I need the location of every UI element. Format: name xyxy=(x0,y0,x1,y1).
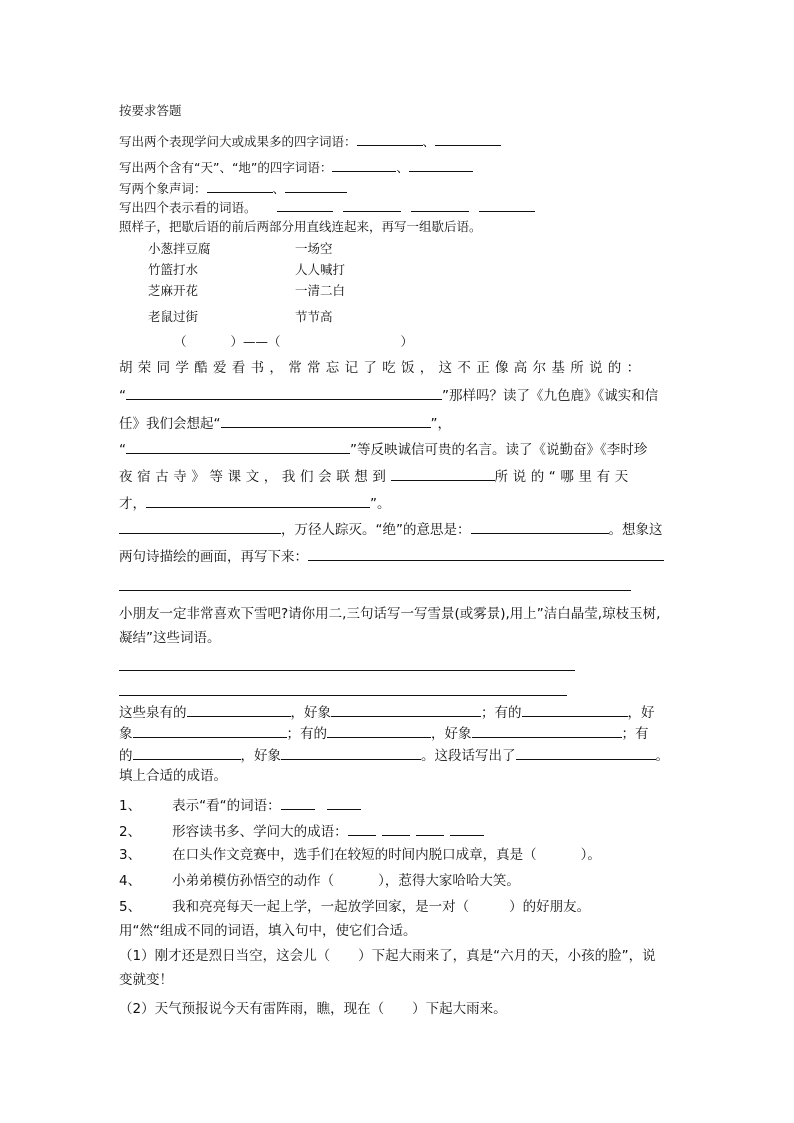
ran-sentence-2: （2）天气预报说今天有雷阵雨，瞧，现在（ ）下起大雨来。 xyxy=(119,1001,507,1017)
jue-meaning-blank[interactable] xyxy=(471,522,609,534)
idiom-item-3: 3、 在口头作文竞赛中，选手们在较短的时间内脱口成章，真是（ ）。 xyxy=(119,847,601,863)
xiehouyu-left-2[interactable]: 竹篮打水 xyxy=(148,262,199,277)
answer-blank[interactable] xyxy=(332,160,396,172)
question-four-char-knowledge xyxy=(119,134,501,149)
honesty-quote-blank-2[interactable] xyxy=(126,442,350,454)
paragraph-reading-line-1: 胡荣同学酷爱看书，常常忘记了吃饭，这不正像高尔基所说的： xyxy=(119,360,646,376)
answer-blank[interactable] xyxy=(343,200,401,212)
paragraph-reading-line-3: 任》我们会想起“ ”， xyxy=(119,416,451,432)
answer-blank[interactable] xyxy=(327,726,431,738)
paragraph-reading-line-6: 才， ”。 xyxy=(119,496,391,512)
honesty-quote-blank[interactable] xyxy=(221,416,431,428)
answer-blank[interactable] xyxy=(207,181,273,193)
snow-answer-line-1[interactable] xyxy=(119,670,575,671)
idioms-title: 填上合适的成语。 xyxy=(119,768,227,784)
xiehouyu-right-4[interactable]: 节节高 xyxy=(295,309,333,324)
poem-scene-answer-line[interactable] xyxy=(119,590,631,591)
poem-line-2: 两句诗描绘的画面，再写下来： xyxy=(119,549,664,565)
answer-blank[interactable] xyxy=(285,181,347,193)
separator: 、 xyxy=(272,181,286,196)
xiehouyu-right-3[interactable]: 一清二白 xyxy=(295,283,346,298)
snow-answer-line-2[interactable] xyxy=(119,695,567,696)
answer-blank[interactable] xyxy=(522,705,628,717)
poem-line-1: ，万径人踪灭。“绝”的意思是： 。想象这 xyxy=(119,522,663,538)
xiehouyu-right-2[interactable]: 人人喊打 xyxy=(295,262,346,277)
xiehouyu-right-1[interactable]: 一场空 xyxy=(295,241,333,256)
answer-blank[interactable] xyxy=(327,798,361,810)
answer-blank[interactable] xyxy=(348,824,376,836)
separator: 、 xyxy=(396,160,409,175)
ran-sentence-1: （1）刚才还是烈日当空，这会儿（ ）下起大雨来了，真是“六月的天，小孩的脸”，说 xyxy=(119,948,656,964)
genius-quote-blank[interactable] xyxy=(146,496,370,508)
xiehouyu-answer-row: （ ）——（ ） xyxy=(174,334,414,349)
idiom-item-1: 1、 表示“看“的词语： xyxy=(119,798,361,814)
answer-blank[interactable] xyxy=(472,726,622,738)
answer-blank[interactable] xyxy=(281,748,421,760)
person-name-blank[interactable] xyxy=(391,469,495,481)
answer-blank[interactable] xyxy=(281,798,315,810)
answer-blank[interactable] xyxy=(277,200,333,212)
poem-first-line-blank[interactable] xyxy=(119,522,281,534)
question-text: 写出四个表示看的词语。 xyxy=(119,200,257,215)
answer-blank[interactable] xyxy=(133,748,241,760)
springs-line-1: 这些泉有的 ，好象 ；有的 ，好 xyxy=(119,705,655,721)
question-text: 写两个象声词： xyxy=(119,181,207,196)
answer-blank[interactable] xyxy=(416,824,444,836)
snow-prompt-line-1: 小朋友一定非常喜欢下雪吧?请你用二,三句话写一写雪景(或雾景),用上”洁白晶莹,琼枝玉树, xyxy=(119,606,661,622)
answer-blank[interactable] xyxy=(435,134,501,146)
question-tian-di-words xyxy=(119,160,473,175)
question-xiehouyu: 照样子，把歇后语的前后两部分用直线连起来，再写一组歇后语。 xyxy=(119,219,482,234)
springs-line-2: 象 ；有的 ，好象 ；有 xyxy=(119,726,649,742)
question-text: 写出两个表现学问大或成果多的四字词语： xyxy=(119,134,357,149)
xiehouyu-left-4[interactable]: 老鼠过街 xyxy=(148,309,199,324)
question-text: 写出两个含有“天”、“地”的四字词语： xyxy=(119,160,333,175)
paragraph-reading-line-4: “ ”等反映诚信可贵的名言。读了《说勤奋》《李时珍 xyxy=(119,442,648,458)
snow-prompt-line-2: 凝结”这些词语。 xyxy=(119,630,221,646)
answer-blank[interactable] xyxy=(357,134,423,146)
xiehouyu-left-3[interactable]: 芝麻开花 xyxy=(148,283,199,298)
springs-line-3: 的 ，好象 。这段话写出了 。 xyxy=(119,748,669,764)
separator: 、 xyxy=(422,134,436,149)
answer-blank[interactable] xyxy=(133,726,287,738)
ran-sentence-1-cont: 变就变！ xyxy=(119,972,173,988)
gorky-quote-blank[interactable] xyxy=(126,388,442,400)
paragraph-reading-line-2: “ ”那样吗？读了《九色鹿》《诚实和信 xyxy=(119,388,659,404)
idiom-item-2: 2、 形容读书多、学问大的成语： xyxy=(119,824,484,840)
idiom-item-4: 4、 小弟弟模仿孙悟空的动作（ ），惹得大家哈哈大笑。 xyxy=(119,873,520,889)
section-title: 按要求答题 xyxy=(119,103,182,118)
answer-blank[interactable] xyxy=(187,705,291,717)
question-look-words xyxy=(119,200,535,215)
paragraph-reading-line-5: 夜宿古寺》等课文，我们会联想到 所说的“哪里有天 xyxy=(119,469,633,485)
answer-blank[interactable] xyxy=(409,160,473,172)
question-onomatopoeia xyxy=(119,181,347,196)
answer-blank[interactable] xyxy=(479,200,535,212)
answer-blank[interactable] xyxy=(450,824,484,836)
xiehouyu-left-1[interactable]: 小葱拌豆腐 xyxy=(148,241,211,256)
idiom-item-5: 5、 我和亮亮每天一起上学，一起放学回家，是一对（ ）的好朋友。 xyxy=(119,899,591,915)
poem-scene-blank[interactable] xyxy=(308,549,664,561)
answer-blank[interactable] xyxy=(382,824,410,836)
ran-words-title: 用“然“组成不同的词语，填入句中，使它们合适。 xyxy=(119,923,417,939)
answer-blank[interactable] xyxy=(516,748,656,760)
answer-blank[interactable] xyxy=(411,200,469,212)
answer-blank[interactable] xyxy=(331,705,481,717)
